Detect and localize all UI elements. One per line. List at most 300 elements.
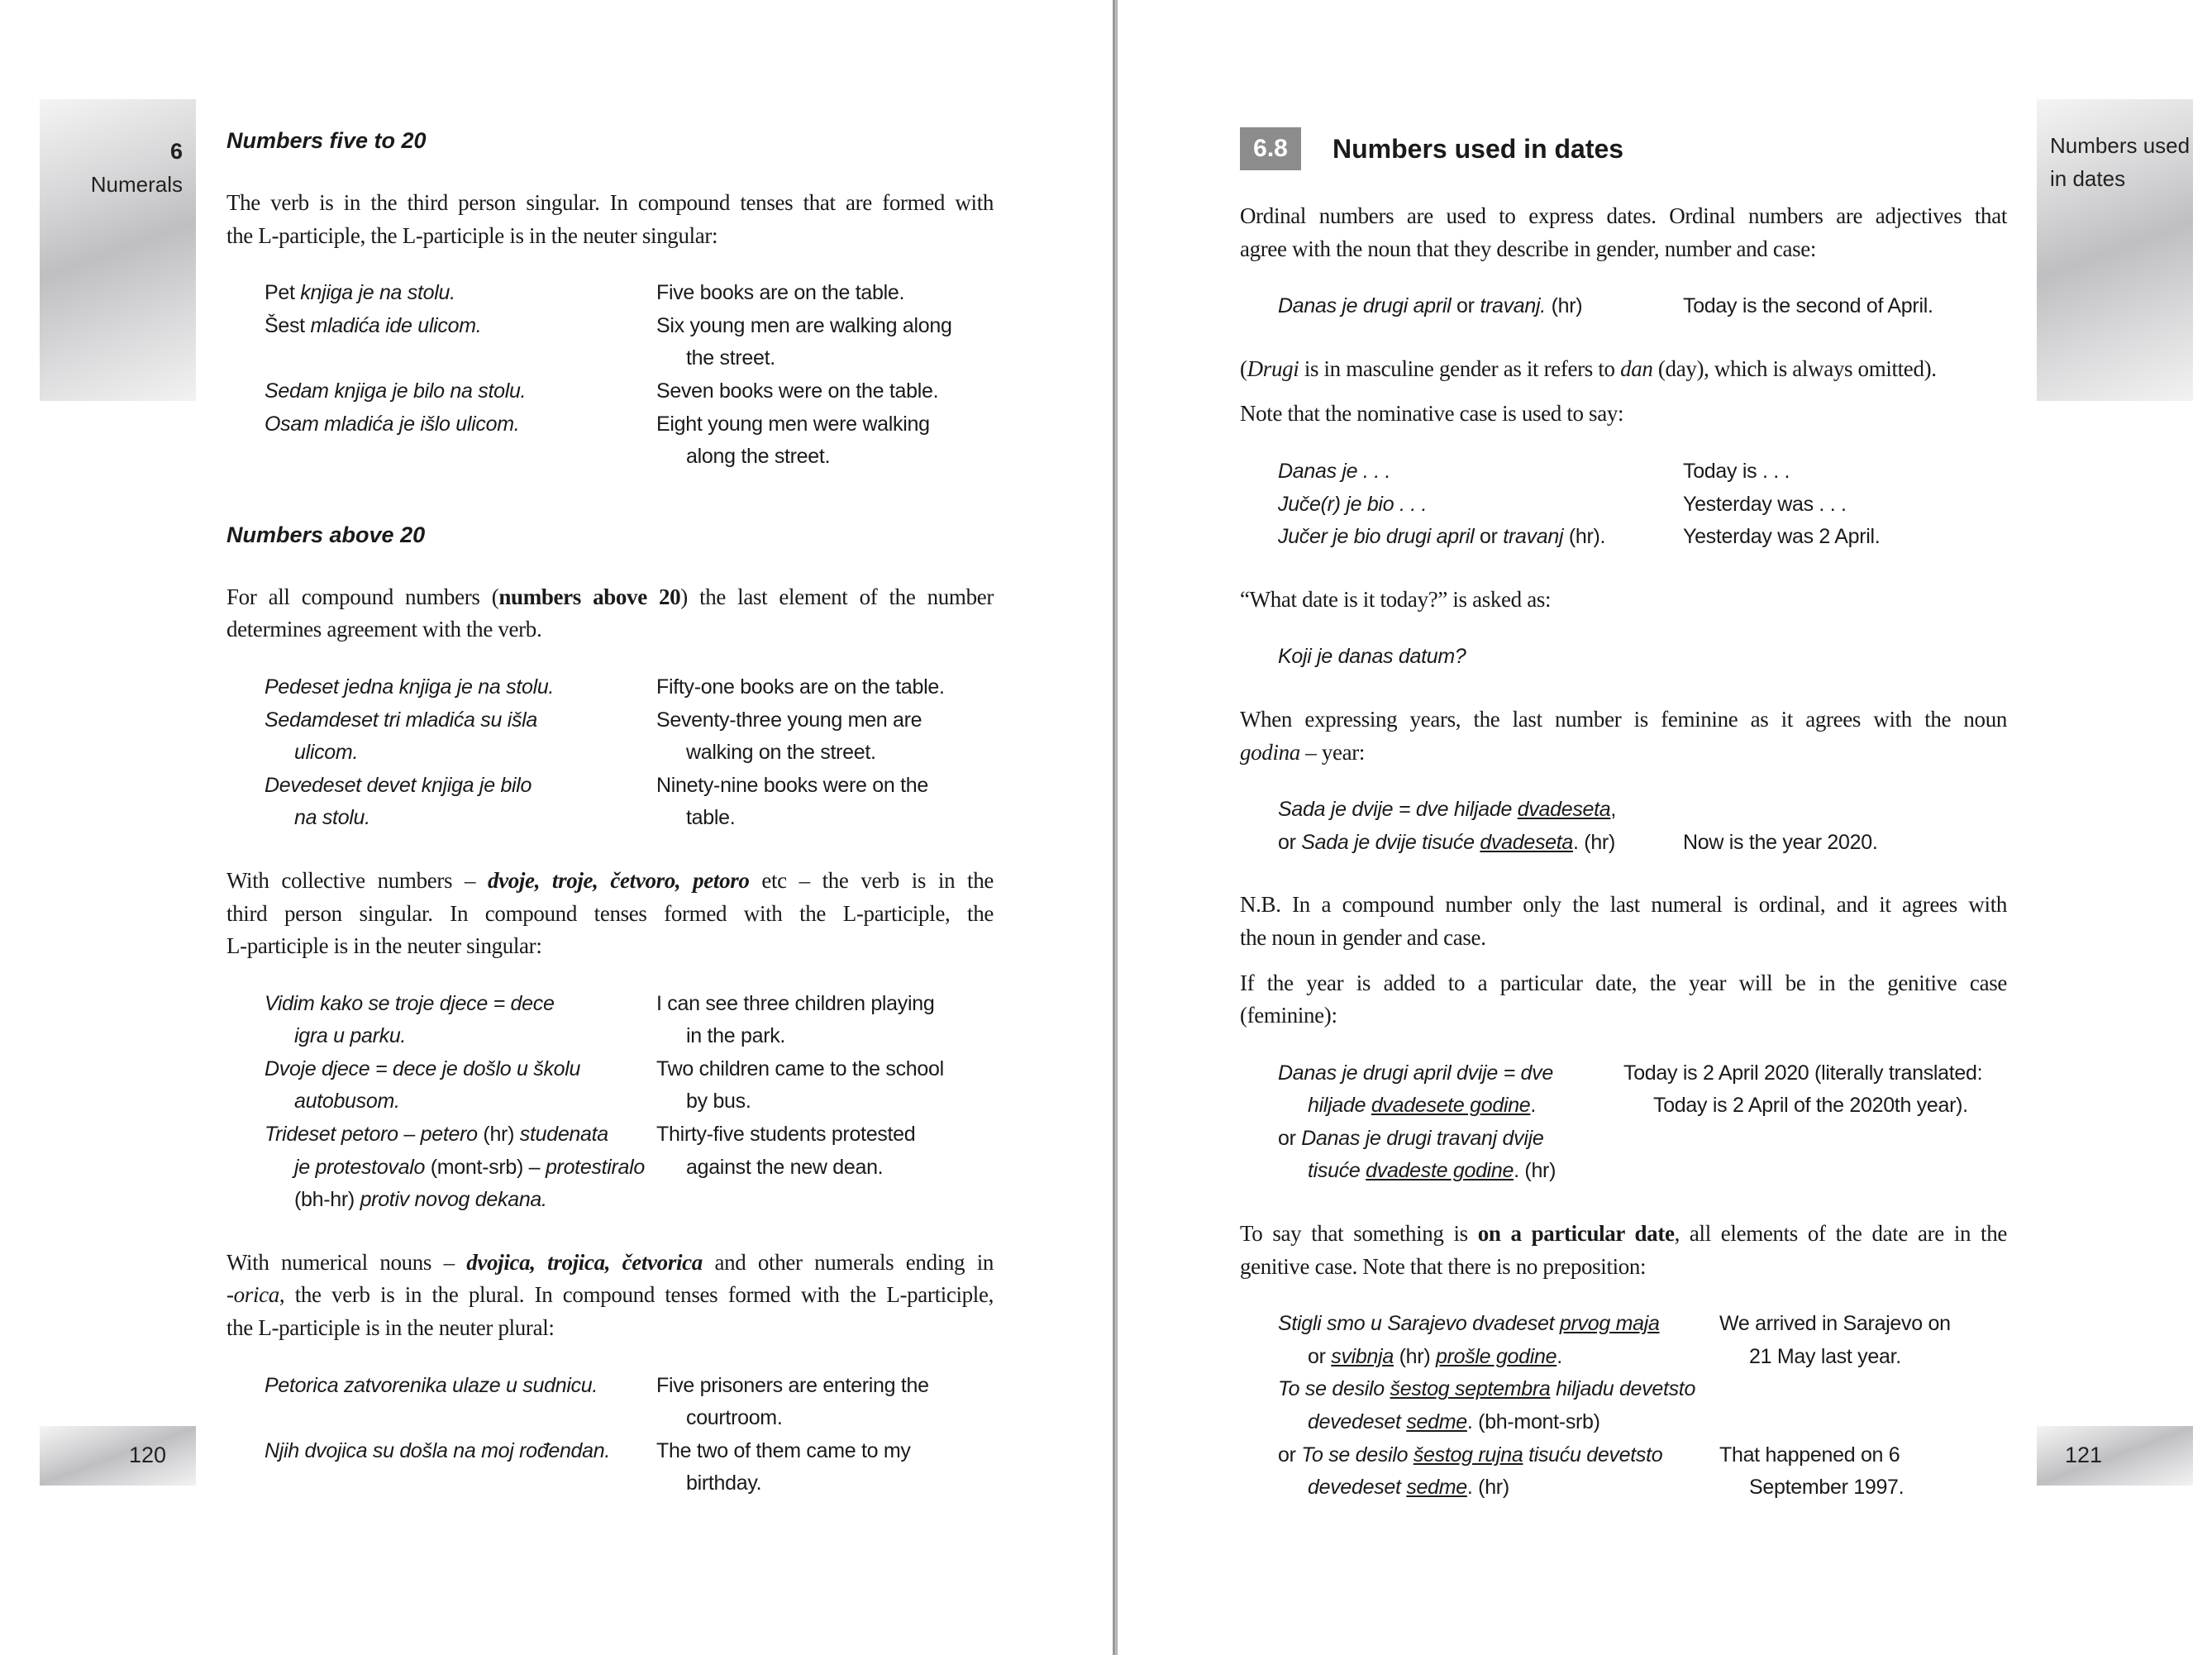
text-line [656,342,994,375]
text-line [226,1247,994,1280]
text-line [226,581,994,614]
text-line [1683,290,2007,323]
text-line [226,187,994,220]
text-run: Five prisoners are entering the [656,1373,929,1397]
text-run: ( [1240,355,1247,381]
text-run: autobusom. [294,1090,400,1114]
example-row [1240,489,2007,522]
example-translation [1683,827,2007,860]
text-run: Today is the second of April. [1683,294,1933,318]
text-run: . [1557,1344,1562,1368]
example-source [265,408,656,474]
text-run: is in masculine gender as it refers to [1299,355,1621,381]
text-line [265,277,656,310]
text-line [1240,703,2007,737]
text-line [1278,641,1683,674]
text-run: na stolu. [294,806,370,830]
body-paragraph [1240,200,2007,265]
body-paragraph [1240,967,2007,1033]
body-paragraph [226,1247,994,1345]
running-section-title: Numbers used in dates [2050,133,2191,191]
example-source [265,277,656,310]
body-paragraph [1240,353,2007,386]
page-number: 121 [2065,1443,2103,1467]
text-run: Sedam knjiga je bilo na stolu. [265,379,527,403]
text-line [1719,1439,2007,1472]
text-run: The two of them came to my [656,1438,911,1462]
example-source [265,704,656,770]
text-run: ulicom. [294,741,359,765]
section-number-badge: 6.8 [1240,127,1301,170]
text-run: Danas je drugi travanj dvije [1301,1126,1544,1150]
text-run: That happened on 6 [1719,1443,1900,1467]
text-run: To say that something is [1240,1221,1478,1247]
example-row [1240,1057,2007,1123]
text-run: courtroom. [686,1406,783,1430]
text-run: genitive case. Note that there is no preposition: [1240,1253,1647,1279]
text-run: Note that the nominative case is used to say: [1240,401,1624,427]
text-run: -orica [226,1282,279,1308]
text-run: devedeset [1308,1410,1407,1434]
text-line [226,1312,994,1345]
body-paragraph [226,187,994,252]
text-run: tisuću devetsto [1523,1443,1663,1467]
text-run: protestiralo [545,1155,646,1179]
text-line [226,865,994,898]
text-run: For all compound numbers ( [226,584,499,609]
page-number-tab-right [2037,1426,2193,1486]
example-translation [656,1370,994,1435]
text-line [1719,1308,2007,1341]
text-line [656,1053,994,1086]
example-row [226,1118,994,1217]
example-translation [1623,1057,2007,1123]
text-run: . (bh-mont-srb) [1466,1410,1600,1434]
example-translation [656,988,994,1053]
text-line [656,408,994,441]
page-number: 120 [128,1443,166,1467]
text-run: šestog septembra [1390,1377,1551,1401]
text-run: 21 May last year. [1749,1344,1901,1368]
body-paragraph [1240,703,2007,769]
text-run: šestog rujna [1413,1443,1523,1467]
text-run: To se desilo [1278,1377,1390,1401]
text-line [1278,1406,1719,1439]
text-line [1278,455,1683,489]
example-source [1278,1373,1719,1438]
text-line [1240,737,2007,770]
text-run: Yesterday was . . . [1683,492,1847,516]
text-line [1278,1308,1719,1341]
text-line [656,671,994,704]
text-run: birthday. [686,1471,762,1495]
text-run: Devedeset devet knjiga je bilo [265,773,532,797]
text-run: (hr) [1545,294,1583,318]
text-run: Yesterday was 2 April. [1683,525,1881,549]
text-line [1278,489,1683,522]
text-run: Trideset petoro – petero [265,1123,478,1147]
example-source [1278,1123,1623,1188]
text-run: table. [686,806,736,830]
text-run: along the street. [686,445,831,469]
text-run: travanj [1503,525,1564,549]
text-run: against the new dean. [686,1155,884,1179]
text-run: agree with the noun that they describe in gender, number and case: [1240,236,1817,261]
text-run: dvadesete godine [1371,1094,1531,1118]
example-translation [1719,1373,2007,1438]
text-line [656,1402,994,1435]
text-line [265,1184,656,1217]
example-translation [656,375,994,408]
example-translation [656,1053,994,1118]
example-translation [656,1435,994,1500]
text-run: Osam mladića je išlo ulicom. [265,412,520,436]
example-translation [1683,641,2007,674]
text-line [265,1020,656,1053]
example-translation [656,1118,994,1217]
text-line [1240,1251,2007,1284]
example-source [265,671,656,704]
text-run: If the year is added to a particular date, the year will be in the genitive case [1240,970,2007,995]
text-run: hiljade [1308,1094,1371,1118]
text-run: dvojica, trojica, četvorica [466,1249,703,1275]
text-run: Seventy-three young men are [656,708,922,732]
text-run: . [1530,1094,1537,1118]
example-translation [656,277,994,310]
text-run: L-participle is in the neuter singular: [226,933,542,959]
text-run: the street. [686,346,775,370]
example-translation [656,408,994,474]
text-run: in the park. [686,1024,786,1048]
text-run: Danas je drugi april [1278,294,1452,318]
text-run: the L-participle, the L-participle is in the neuter singular: [226,222,718,248]
example-row [1240,1308,2007,1373]
text-run: sedme [1406,1410,1467,1434]
text-run: hiljadu devetsto [1550,1377,1696,1401]
example-source [1278,1057,1623,1123]
text-line [1683,827,2007,860]
text-run: Danas je . . . [1278,459,1391,483]
text-run: godina [1240,739,1300,765]
chapter-number: 6 [169,139,183,164]
text-line [656,1435,994,1468]
text-run: igra u parku. [294,1024,407,1048]
text-run: (hr). [1563,525,1606,549]
text-run: We arrived in Sarajevo on [1719,1312,1951,1336]
subsection-heading: Numbers above 20 [226,522,426,547]
text-run: (day), which is always omitted). [1652,355,1937,381]
example-row [1240,827,2007,860]
example-block [1240,641,2007,674]
text-run: Ordinal numbers are used to express dates. Ordinal numbers are adjectives that [1240,203,2007,228]
example-row [226,277,994,310]
text-run: and other numerals ending in [702,1249,994,1275]
text-run: . (hr) [1573,830,1615,854]
text-line [265,310,656,343]
text-line [1683,455,2007,489]
text-line [1719,1341,2007,1374]
text-line [1240,999,2007,1033]
text-line [265,1370,656,1403]
example-row [226,310,994,375]
text-line [226,898,994,931]
example-source [265,1053,656,1118]
text-line [1278,794,1683,827]
section-heading [1240,127,2007,170]
text-run: Juče(r) je bio . . . [1278,492,1428,516]
text-line [265,802,656,835]
chapter-thumb-tab [40,99,196,401]
text-run: Thirty-five students protested [656,1123,916,1147]
text-line [1240,922,2007,955]
text-run: – year: [1299,739,1366,765]
text-run: Petorica zatvorenika ulaze u sudnicu. [265,1373,598,1397]
text-line [656,1020,994,1053]
text-run: “What date is it today?” is asked as: [1240,586,1552,612]
example-block [1240,1308,2007,1505]
text-run: Seven books were on the table. [656,379,939,403]
text-line [1240,584,2007,617]
text-run: (mont-srb) – [425,1155,546,1179]
text-run: Sada je dvije tisuće [1301,830,1480,854]
text-run: Njih dvojica su došla na moj rođendan. [265,1438,611,1462]
book-gutter-divider [1113,0,1118,1655]
text-line [1278,290,1683,323]
example-source [265,988,656,1053]
text-line [265,1435,656,1468]
text-run: or [1278,1443,1302,1467]
text-run: , all elements of the date are in the [1674,1221,2007,1247]
text-run: , [1610,798,1617,822]
text-run: etc – the verb is in the [749,867,994,893]
text-line [1278,827,1683,860]
example-source [265,1370,656,1435]
text-run: ) the last element of the number [680,584,994,609]
text-run: Sedamdeset tri mladića su išla [265,708,538,732]
text-line [265,770,656,803]
text-line [656,802,994,835]
example-block [1240,455,2007,554]
text-run: determines agreement with the verb. [226,617,542,642]
example-row [226,770,994,835]
body-paragraph [1240,889,2007,954]
text-run: Sada je dvije = dve hiljade [1278,798,1518,822]
example-source [1278,521,1683,554]
text-line [656,1152,994,1185]
example-translation [1719,1308,2007,1373]
text-run: N.B. In a compound number only the last numeral is ordinal, and it agrees with [1240,892,2007,918]
text-run: by bus. [686,1090,751,1114]
text-run: studenata [519,1123,608,1147]
body-paragraph [1240,584,2007,617]
text-line [265,375,656,408]
example-block [226,671,994,835]
text-run: third person singular. In compound tenses formed with the L-participle, the [226,900,994,926]
text-line [656,1085,994,1118]
chapter-name: Numerals [90,172,183,197]
text-run: (bh-hr) [294,1188,360,1212]
example-row [226,671,994,704]
body-paragraph [1240,398,2007,431]
text-line [1240,398,2007,431]
text-run: Vidim kako se troje djece = dece [265,991,555,1015]
text-run: Ninety-nine books were on the [656,773,928,797]
text-line [1240,353,2007,386]
example-translation [656,770,994,835]
text-run: Pet [265,281,301,305]
text-line [656,988,994,1021]
text-run: Today is 2 April 2020 (literally translated: [1623,1061,1983,1085]
example-row [226,988,994,1053]
body-paragraph [1240,1218,2007,1283]
text-run: Eight young men were walking [656,412,930,436]
text-line [1623,1090,2007,1123]
text-run: , the verb is in the plural. In compound tenses formed with the L-participle, [279,1282,994,1308]
example-row [1240,1373,2007,1438]
example-row [226,1053,994,1118]
text-line [1683,489,2007,522]
example-block [226,1370,994,1500]
text-run: The verb is in the third person singular. In compound tenses that are formed with [226,190,994,215]
text-run: Today is 2 April of the 2020th year). [1653,1094,1968,1118]
text-run: dan [1620,355,1653,381]
example-row [1240,290,2007,323]
text-line [1278,1090,1623,1123]
example-row [1240,641,2007,674]
text-line [656,737,994,770]
example-row [1240,1123,2007,1188]
text-line [656,277,994,310]
text-run: Jučer je bio drugi april [1278,525,1475,549]
text-run: dvoje, troje, četvoro, petoro [487,867,750,893]
example-block [1240,794,2007,859]
text-run: . (hr) [1466,1476,1509,1500]
text-run: Dvoje djece = dece je došlo u školu [265,1056,581,1080]
body-paragraph [226,581,994,646]
text-line [1623,1057,2007,1090]
text-run: With numerical nouns – [226,1249,467,1275]
example-translation [1683,290,2007,323]
text-line [1240,889,2007,922]
text-run: dvadeseta [1517,798,1611,822]
example-translation [1683,794,2007,827]
page-number-tab-left [40,1426,196,1486]
text-line [656,1118,994,1152]
example-row [226,1370,994,1435]
text-run: Fifty-one books are on the table. [656,675,945,699]
text-line [1719,1471,2007,1505]
example-row [1240,455,2007,489]
text-run: (hr) [477,1123,520,1147]
text-line [1278,1471,1719,1505]
text-run: tisuće [1308,1159,1366,1183]
text-run: Drugi [1247,355,1299,381]
body-paragraph [226,865,994,963]
text-run: dvadeseta [1480,830,1574,854]
text-run: or [1474,525,1504,549]
text-run: Six young men are walking along [656,313,952,337]
text-line [1278,1373,1719,1406]
text-line [656,704,994,737]
example-source [265,1118,656,1217]
text-run: dvadeste godine [1366,1159,1514,1183]
example-row [1240,794,2007,827]
example-source [1278,1439,1719,1505]
text-line [265,988,656,1021]
example-source [1278,827,1683,860]
text-line [1278,1155,1623,1188]
text-run: September 1997. [1749,1476,1905,1500]
text-run: or [1278,830,1302,854]
text-run: walking on the street. [686,741,876,765]
example-source [1278,794,1683,827]
text-run: Two children came to the school [656,1056,944,1080]
text-run: To se desilo [1301,1443,1413,1467]
text-run: prvog maja [1559,1312,1660,1336]
text-run: the noun in gender and case. [1240,924,1486,950]
text-run: I can see three children playing [656,991,935,1015]
text-run: . (hr) [1514,1159,1557,1183]
text-line [226,930,994,963]
text-run: protiv novog dekana. [360,1188,547,1212]
example-source [1278,489,1683,522]
example-block [1240,1057,2007,1188]
text-line [1278,1341,1719,1374]
text-line [1278,1057,1623,1090]
example-translation [656,704,994,770]
text-line [1240,967,2007,1000]
text-run: Danas je drugi april dvije = dve [1278,1061,1553,1085]
example-source [1278,455,1683,489]
example-translation [1683,455,2007,489]
example-translation [1719,1439,2007,1505]
text-line [226,220,994,253]
example-source [1278,641,1683,674]
text-run: Pedeset jedna knjiga je na stolu. [265,675,555,699]
text-line [265,1152,656,1185]
text-line [656,310,994,343]
text-line [1278,521,1683,554]
example-row [226,704,994,770]
text-run: prošle godine [1436,1344,1557,1368]
text-line [226,613,994,646]
example-block [226,988,994,1217]
text-run: the L-participle is in the neuter plural: [226,1315,555,1341]
example-block [1240,290,2007,323]
text-run: mladića ide ulicom. [310,313,482,337]
example-source [1278,1308,1719,1373]
text-line [656,375,994,408]
text-line [656,1467,994,1500]
example-source [265,310,656,375]
text-run: numbers above 20 [498,584,681,609]
text-line [656,770,994,803]
example-translation [656,671,994,704]
text-run: When expressing years, the last number is feminine as it agrees with the noun [1240,706,2007,732]
text-line [656,441,994,474]
text-run: or [1278,1126,1302,1150]
section-title: Numbers used in dates [1332,133,1624,164]
right-page-content [1240,127,2007,1505]
text-line [226,1279,994,1312]
text-run: travanj. [1480,294,1546,318]
example-translation [1623,1123,2007,1188]
text-run: knjiga je na stolu. [300,281,455,305]
text-line [265,1118,656,1152]
text-run: or [1451,294,1480,318]
text-line [1278,1123,1623,1156]
text-run: Stigli smo u Sarajevo dvadeset [1278,1312,1560,1336]
